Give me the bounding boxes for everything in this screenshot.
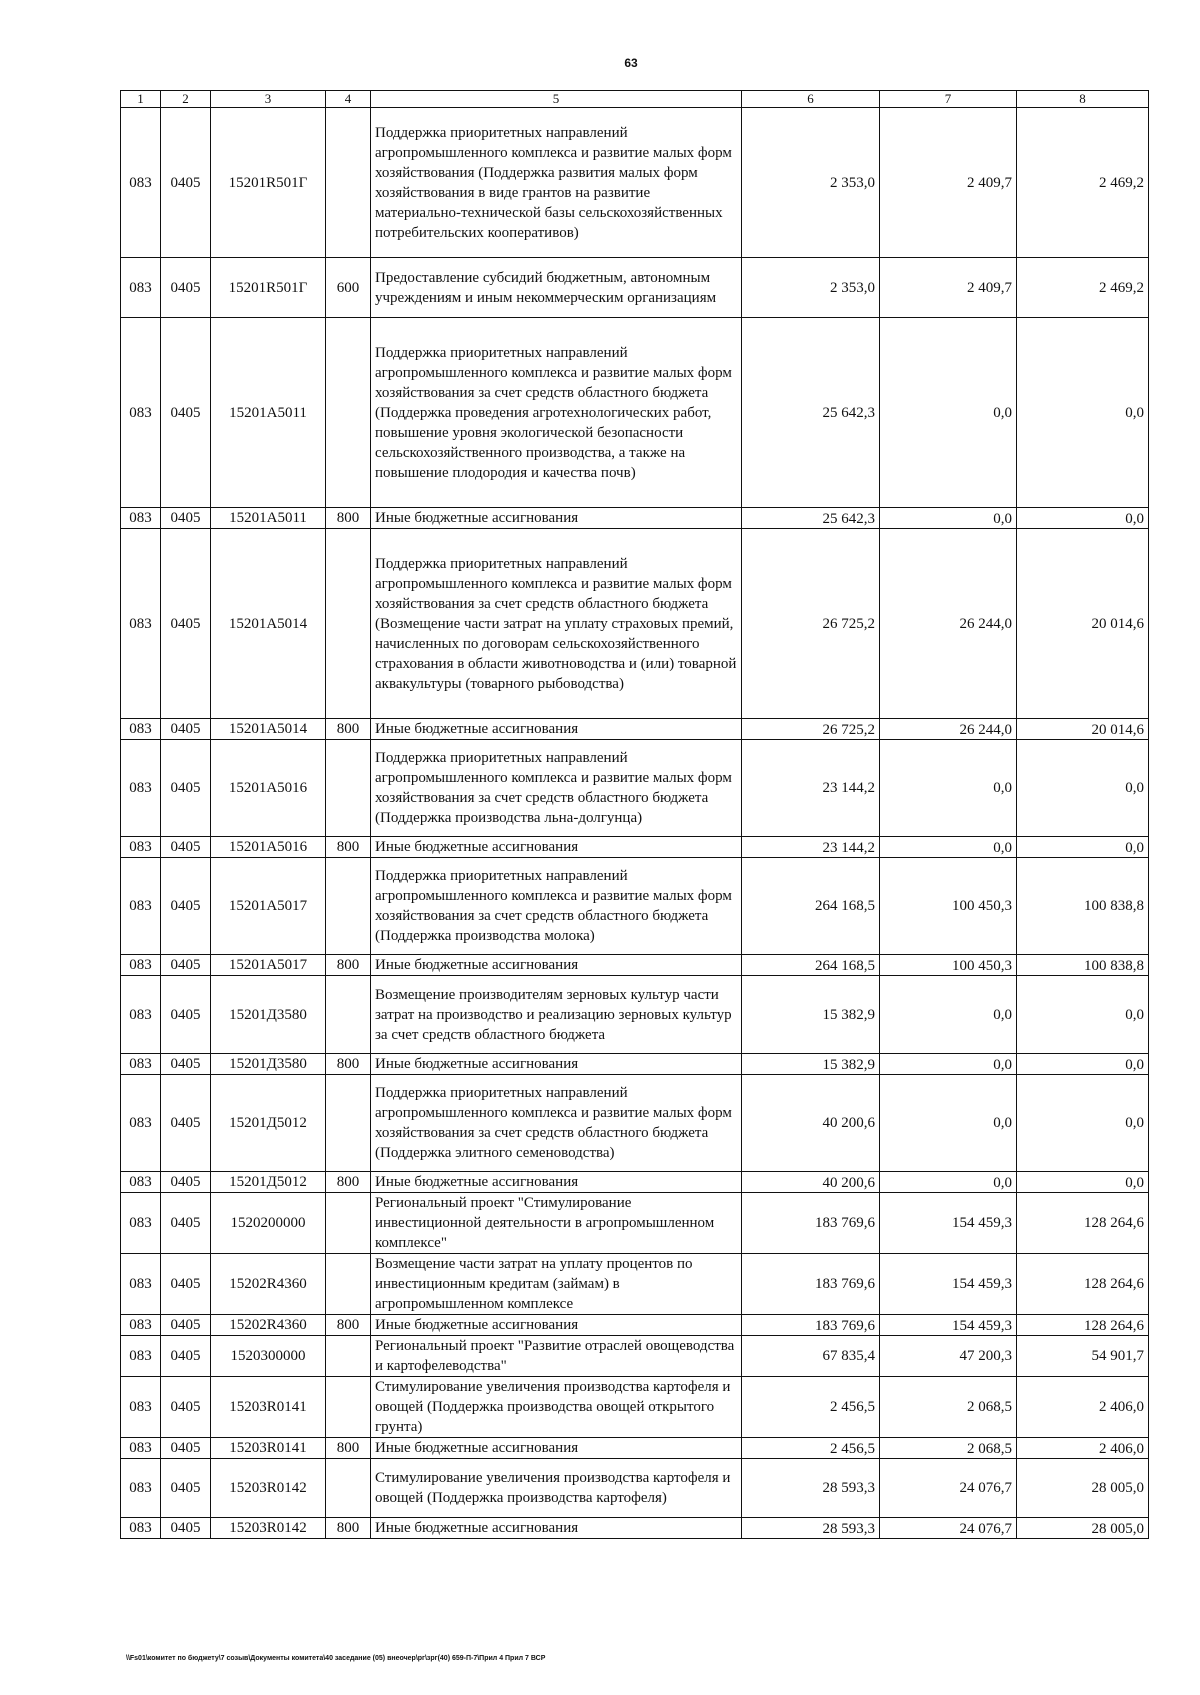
cell-administrator-code: 083 [121,740,161,837]
cell-description: Поддержка приоритетных направлений агропромышленного комплекса и развитие малых форм хозяйствования за счет средств областного бюджета (Поддержка производства льна-долгунца) [371,740,742,837]
cell-target-article: 1520200000 [211,1193,326,1254]
cell-target-article: 15202R4360 [211,1254,326,1315]
column-header: 8 [1017,91,1149,108]
cell-amount-year-3: 2 406,0 [1017,1438,1149,1459]
budget-table [120,90,1149,1539]
cell-amount-year-3: 2 469,2 [1017,258,1149,318]
cell-amount-year-3: 28 005,0 [1017,1518,1149,1539]
cell-amount-year-1: 67 835,4 [742,1336,880,1377]
cell-section-code: 0405 [161,955,211,976]
cell-expense-type: 800 [326,508,371,529]
cell-section-code: 0405 [161,837,211,858]
cell-administrator-code: 083 [121,318,161,508]
page-number: 63 [624,56,638,70]
cell-section-code: 0405 [161,1075,211,1172]
table-row [121,1315,1149,1336]
cell-expense-type: 800 [326,837,371,858]
cell-section-code: 0405 [161,858,211,955]
header-row [121,91,1149,108]
cell-expense-type [326,108,371,258]
column-header: 1 [121,91,161,108]
column-header: 4 [326,91,371,108]
cell-amount-year-1: 25 642,3 [742,318,880,508]
footer-file-path: \\Fs01\комитет по бюджету\7 созыв\Документы комитета\40 заседание (05) внеочер\рг\зрг(40) 659-П-7\Прил 4 Прил 7 ВСР [126,1655,546,1662]
cell-expense-type [326,1459,371,1518]
table-row [121,837,1149,858]
cell-administrator-code: 083 [121,858,161,955]
cell-section-code: 0405 [161,1459,211,1518]
table-row [121,318,1149,508]
cell-amount-year-2: 26 244,0 [880,529,1017,719]
cell-section-code: 0405 [161,740,211,837]
column-header: 6 [742,91,880,108]
cell-amount-year-3: 54 901,7 [1017,1336,1149,1377]
cell-amount-year-3: 0,0 [1017,508,1149,529]
cell-amount-year-1: 15 382,9 [742,976,880,1054]
table-row [121,529,1149,719]
cell-description: Иные бюджетные ассигнования [371,1054,742,1075]
cell-amount-year-1: 2 353,0 [742,258,880,318]
table-row [121,1254,1149,1315]
cell-amount-year-3: 20 014,6 [1017,529,1149,719]
cell-target-article: 15201А5011 [211,318,326,508]
cell-amount-year-2: 47 200,3 [880,1336,1017,1377]
cell-amount-year-3: 100 838,8 [1017,955,1149,976]
cell-amount-year-1: 183 769,6 [742,1193,880,1254]
cell-amount-year-1: 25 642,3 [742,508,880,529]
cell-description: Иные бюджетные ассигнования [371,1438,742,1459]
table-row [121,719,1149,740]
table-row [121,1075,1149,1172]
table-row [121,1438,1149,1459]
cell-target-article: 15201А5011 [211,508,326,529]
cell-administrator-code: 083 [121,1075,161,1172]
cell-target-article: 15201А5014 [211,529,326,719]
cell-target-article: 15201А5017 [211,858,326,955]
table-header [121,91,1149,108]
cell-expense-type [326,740,371,837]
cell-amount-year-1: 23 144,2 [742,740,880,837]
cell-description: Поддержка приоритетных направлений агропромышленного комплекса и развитие малых форм хозяйствования за счет средств областного бюджета (Возмещение части затрат на уплату страховых премий, начисленных по договорам сельскохозяйственного страхования в области животноводства и (или) товарной аквакультуры (товарного рыбоводства) [371,529,742,719]
cell-expense-type: 800 [326,719,371,740]
cell-amount-year-1: 23 144,2 [742,837,880,858]
cell-amount-year-1: 2 456,5 [742,1377,880,1438]
cell-amount-year-3: 128 264,6 [1017,1315,1149,1336]
cell-amount-year-1: 2 353,0 [742,108,880,258]
cell-target-article: 15201Д3580 [211,1054,326,1075]
cell-amount-year-2: 2 068,5 [880,1438,1017,1459]
cell-administrator-code: 083 [121,1459,161,1518]
cell-description: Возмещение производителям зерновых культур части затрат на производство и реализацию зерновых культур за счет средств областного бюджета [371,976,742,1054]
cell-administrator-code: 083 [121,719,161,740]
cell-expense-type [326,318,371,508]
cell-administrator-code: 083 [121,1315,161,1336]
table-row [121,1054,1149,1075]
cell-expense-type: 800 [326,1518,371,1539]
cell-amount-year-2: 0,0 [880,508,1017,529]
cell-section-code: 0405 [161,1193,211,1254]
cell-expense-type: 800 [326,955,371,976]
cell-target-article: 15202R4360 [211,1315,326,1336]
table-row [121,858,1149,955]
cell-expense-type [326,1193,371,1254]
cell-amount-year-2: 0,0 [880,1075,1017,1172]
column-header: 5 [371,91,742,108]
cell-target-article: 15203R0142 [211,1459,326,1518]
cell-administrator-code: 083 [121,1172,161,1193]
cell-administrator-code: 083 [121,955,161,976]
cell-expense-type [326,1254,371,1315]
cell-amount-year-2: 24 076,7 [880,1459,1017,1518]
cell-administrator-code: 083 [121,258,161,318]
cell-amount-year-1: 26 725,2 [742,719,880,740]
cell-amount-year-3: 0,0 [1017,976,1149,1054]
column-header: 2 [161,91,211,108]
cell-description: Иные бюджетные ассигнования [371,719,742,740]
cell-target-article: 15201А5014 [211,719,326,740]
cell-target-article: 15201А5016 [211,837,326,858]
table-row [121,258,1149,318]
cell-administrator-code: 083 [121,529,161,719]
cell-target-article: 15201R501Г [211,258,326,318]
cell-administrator-code: 083 [121,837,161,858]
cell-target-article: 15201Д3580 [211,976,326,1054]
table-row [121,1459,1149,1518]
cell-description: Иные бюджетные ассигнования [371,508,742,529]
column-header: 3 [211,91,326,108]
cell-administrator-code: 083 [121,1518,161,1539]
table-row [121,1377,1149,1438]
cell-amount-year-2: 2 409,7 [880,108,1017,258]
cell-section-code: 0405 [161,318,211,508]
column-header: 7 [880,91,1017,108]
cell-amount-year-2: 0,0 [880,837,1017,858]
cell-amount-year-3: 128 264,6 [1017,1254,1149,1315]
cell-description: Стимулирование увеличения производства картофеля и овощей (Поддержка производства овощей открытого грунта) [371,1377,742,1438]
cell-section-code: 0405 [161,1518,211,1539]
cell-target-article: 15201Д5012 [211,1075,326,1172]
cell-amount-year-2: 100 450,3 [880,955,1017,976]
cell-section-code: 0405 [161,1054,211,1075]
cell-description: Поддержка приоритетных направлений агропромышленного комплекса и развитие малых форм хозяйствования (Поддержка развития малых форм хозяйствования в виде грантов на развитие материально-технической базы сельскохозяйственных потребительских кооперативов) [371,108,742,258]
cell-section-code: 0405 [161,1438,211,1459]
cell-section-code: 0405 [161,1254,211,1315]
cell-amount-year-1: 15 382,9 [742,1054,880,1075]
cell-amount-year-3: 0,0 [1017,837,1149,858]
cell-amount-year-2: 0,0 [880,1172,1017,1193]
cell-amount-year-2: 24 076,7 [880,1518,1017,1539]
cell-expense-type: 800 [326,1438,371,1459]
cell-amount-year-3: 0,0 [1017,1172,1149,1193]
cell-amount-year-1: 264 168,5 [742,955,880,976]
cell-amount-year-3: 20 014,6 [1017,719,1149,740]
cell-section-code: 0405 [161,529,211,719]
table-row [121,1172,1149,1193]
cell-expense-type [326,529,371,719]
cell-administrator-code: 083 [121,108,161,258]
cell-section-code: 0405 [161,719,211,740]
cell-description: Иные бюджетные ассигнования [371,837,742,858]
cell-administrator-code: 083 [121,1054,161,1075]
cell-target-article: 15201А5017 [211,955,326,976]
cell-description: Иные бюджетные ассигнования [371,1172,742,1193]
cell-administrator-code: 083 [121,1254,161,1315]
table-row [121,508,1149,529]
cell-section-code: 0405 [161,1172,211,1193]
cell-amount-year-3: 2 469,2 [1017,108,1149,258]
cell-amount-year-3: 0,0 [1017,1075,1149,1172]
cell-amount-year-2: 0,0 [880,740,1017,837]
cell-amount-year-3: 100 838,8 [1017,858,1149,955]
cell-target-article: 15203R0142 [211,1518,326,1539]
cell-amount-year-1: 28 593,3 [742,1459,880,1518]
cell-description: Иные бюджетные ассигнования [371,1518,742,1539]
cell-expense-type [326,1377,371,1438]
cell-amount-year-3: 128 264,6 [1017,1193,1149,1254]
cell-expense-type: 800 [326,1315,371,1336]
table-row [121,108,1149,258]
cell-target-article: 15201Д5012 [211,1172,326,1193]
table-row [121,1193,1149,1254]
cell-section-code: 0405 [161,108,211,258]
cell-description: Возмещение части затрат на уплату процентов по инвестиционным кредитам (займам) в агропромышленном комплексе [371,1254,742,1315]
cell-description: Стимулирование увеличения производства картофеля и овощей (Поддержка производства картофеля) [371,1459,742,1518]
cell-amount-year-2: 100 450,3 [880,858,1017,955]
cell-amount-year-1: 28 593,3 [742,1518,880,1539]
cell-administrator-code: 083 [121,1336,161,1377]
cell-expense-type: 800 [326,1172,371,1193]
cell-section-code: 0405 [161,1336,211,1377]
cell-amount-year-1: 26 725,2 [742,529,880,719]
cell-description: Поддержка приоритетных направлений агропромышленного комплекса и развитие малых форм хозяйствования за счет средств областного бюджета (Поддержка элитного семеноводства) [371,1075,742,1172]
cell-description: Иные бюджетные ассигнования [371,1315,742,1336]
cell-amount-year-1: 183 769,6 [742,1254,880,1315]
cell-amount-year-2: 0,0 [880,976,1017,1054]
cell-amount-year-1: 40 200,6 [742,1172,880,1193]
table-row [121,740,1149,837]
cell-target-article: 15201R501Г [211,108,326,258]
cell-administrator-code: 083 [121,508,161,529]
table-row [121,976,1149,1054]
cell-amount-year-1: 2 456,5 [742,1438,880,1459]
cell-description: Поддержка приоритетных направлений агропромышленного комплекса и развитие малых форм хозяйствования за счет средств областного бюджета (Поддержка проведения агротехнологических работ, повышение уровня экологической безопасности сельскохозяйственного производства, а также на повышение плодородия и качества почв) [371,318,742,508]
cell-expense-type [326,858,371,955]
cell-amount-year-2: 0,0 [880,1054,1017,1075]
cell-target-article: 15201А5016 [211,740,326,837]
cell-administrator-code: 083 [121,1438,161,1459]
cell-description: Предоставление субсидий бюджетным, автономным учреждениям и иным некоммерческим организациям [371,258,742,318]
cell-amount-year-2: 2 068,5 [880,1377,1017,1438]
cell-amount-year-2: 154 459,3 [880,1315,1017,1336]
cell-amount-year-3: 0,0 [1017,1054,1149,1075]
cell-amount-year-2: 154 459,3 [880,1254,1017,1315]
cell-section-code: 0405 [161,258,211,318]
cell-amount-year-3: 0,0 [1017,740,1149,837]
cell-section-code: 0405 [161,976,211,1054]
cell-section-code: 0405 [161,1315,211,1336]
cell-description: Поддержка приоритетных направлений агропромышленного комплекса и развитие малых форм хозяйствования за счет средств областного бюджета (Поддержка производства молока) [371,858,742,955]
cell-expense-type [326,1075,371,1172]
cell-description: Иные бюджетные ассигнования [371,955,742,976]
cell-description: Региональный проект "Развитие отраслей овощеводства и картофелеводства" [371,1336,742,1377]
cell-amount-year-2: 154 459,3 [880,1193,1017,1254]
cell-target-article: 1520300000 [211,1336,326,1377]
cell-expense-type [326,1336,371,1377]
cell-amount-year-1: 264 168,5 [742,858,880,955]
cell-amount-year-2: 26 244,0 [880,719,1017,740]
cell-amount-year-3: 28 005,0 [1017,1459,1149,1518]
cell-administrator-code: 083 [121,1377,161,1438]
cell-amount-year-3: 0,0 [1017,318,1149,508]
cell-amount-year-1: 183 769,6 [742,1315,880,1336]
cell-amount-year-3: 2 406,0 [1017,1377,1149,1438]
cell-amount-year-2: 0,0 [880,318,1017,508]
cell-expense-type: 600 [326,258,371,318]
cell-description: Региональный проект "Стимулирование инвестиционной деятельности в агропромышленном комплексе" [371,1193,742,1254]
cell-expense-type [326,976,371,1054]
cell-amount-year-1: 40 200,6 [742,1075,880,1172]
cell-administrator-code: 083 [121,976,161,1054]
cell-amount-year-2: 2 409,7 [880,258,1017,318]
table-body [121,108,1149,1539]
table-row [121,955,1149,976]
table-row [121,1336,1149,1377]
table-row [121,1518,1149,1539]
cell-expense-type: 800 [326,1054,371,1075]
cell-administrator-code: 083 [121,1193,161,1254]
cell-section-code: 0405 [161,1377,211,1438]
cell-target-article: 15203R0141 [211,1438,326,1459]
cell-target-article: 15203R0141 [211,1377,326,1438]
cell-section-code: 0405 [161,508,211,529]
